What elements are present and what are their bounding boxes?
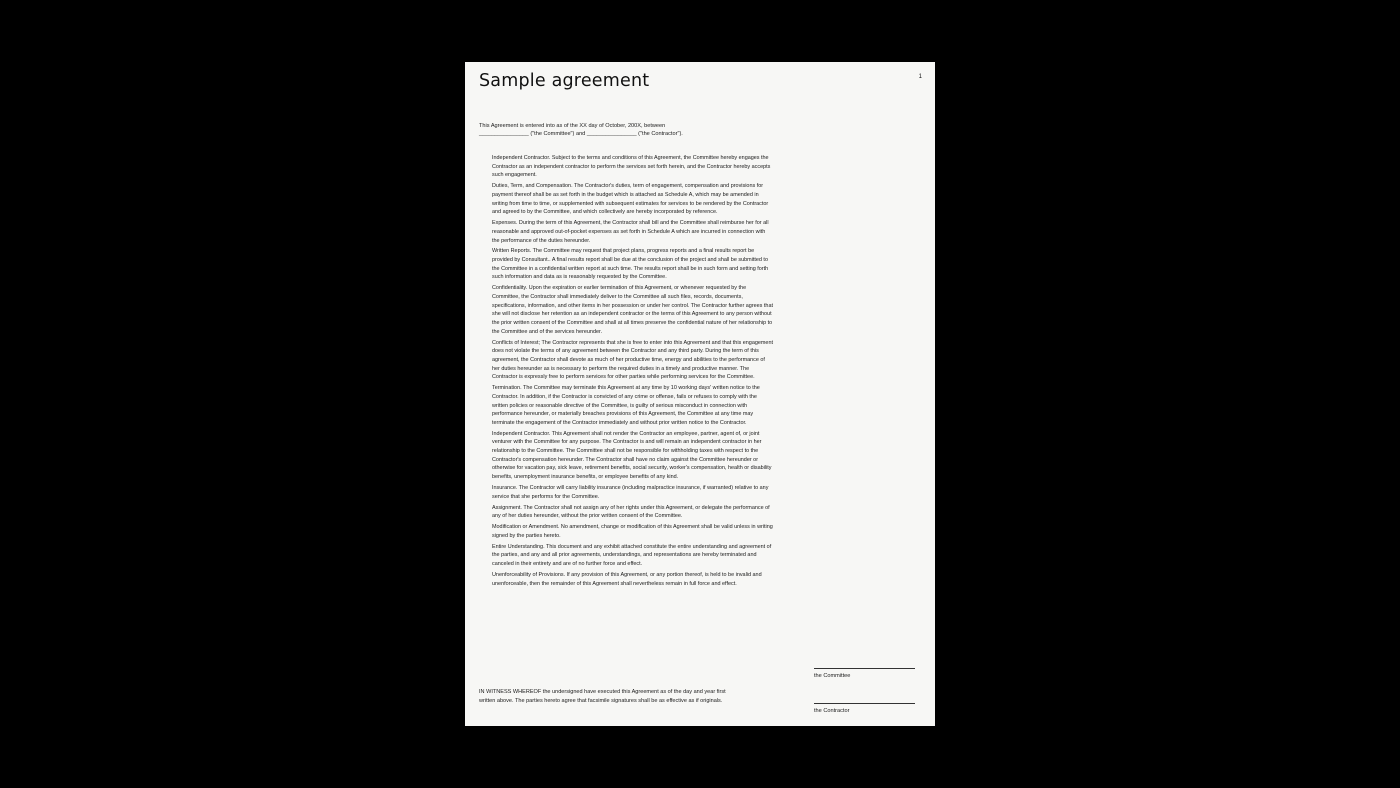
signature-line — [814, 703, 915, 704]
page-title: Sample agreement — [479, 71, 650, 91]
clause-entire-understanding: Entire Understanding. This document and any exhibit attached constitute the entire understanding and agreement of the parties, and any and all prior agreements, understandings, and representations are hereby terminated and canceled in their entirety and are of no further force and effect. — [492, 543, 772, 568]
page-number: 1 — [918, 74, 922, 80]
clause-duties-term-compensation: Duties, Term, and Compensation. The Contractor's duties, term of engagement, compensation and provisions for payment thereof shall be as set forth in the budget which is attached as Schedule A, which may be amended in writing from time to time, or supplemented with subsequent estimates for services to be rendered by the Contractor and agreed to by the Committee, and which collectively are hereby incorporated by reference. — [492, 183, 769, 216]
clause-assignment: Assignment. The Contractor shall not assign any of her rights under this Agreement, or delegate the performance of any of her duties hereunder, without the prior written consent of the Committee. — [492, 504, 770, 520]
witness-statement: IN WITNESS WHEREOF the undersigned have executed this Agreement as of the day and year first written above. The parties hereto agree that facsimile signatures shall be as effective as if originals. — [479, 689, 726, 704]
clause-termination: Termination. The Committee may terminate this Agreement at any time by 10 working days' written notice to the Contractor. In addition, if the Contractor is convicted of any crime or offense, fails or refuses to comply with the written policies or reasonable directive of the Committee, is guilty of serious misconduct in connection with performance hereunder, or materially breaches provisions of this Agreement, the Committee at any time may terminate the engagement of the Contractor immediately and without prior written notice to the Contractor. — [492, 385, 760, 426]
clause-written-reports: Written Reports. The Committee may request that project plans, progress reports and a final results report be provided by Consultant.. A final results report shall be due at the conclusion of the project and shall be submitted to the Committee in a confidential written report at such time. The results report shall be in such form and setting forth such information and data as is reasonably requested by the Committee. — [492, 248, 769, 281]
clause-modification: Modification or Amendment. No amendment, change or modification of this Agreement shall be valid unless in writing signed by the parties hereto. — [492, 524, 773, 539]
clause-independent-contractor-status: Independent Contractor. This Agreement shall not render the Contractor an employee, partner, agent of, or joint venturer with the Committee for any purpose. The Contractor is and will remain an independent contractor in her relationship to the Committee. The Committee shall not be responsible for withholding taxes with respect to the Contractor's compensation hereunder. The Contractor shall have no claim against the Committee hereunder or otherwise for vacation pay, sick leave, retirement benefits, social security, worker's compensation, health or disability benefits, unemployment insurance benefits, or employee benefits of any kind. — [492, 430, 772, 481]
document-page — [465, 62, 935, 726]
intro-line: This Agreement is entered into as of the XX day of October, 200X, between — [479, 123, 666, 129]
intro-line: ________________ ("the Committee") and ________________ ("the Contractor"). — [479, 131, 683, 138]
clause-expenses: Expenses. During the term of this Agreement, the Contractor shall bill and the Committee shall reimburse her for all reasonable and approved out-of-pocket expenses as set forth in Schedule A which are incurred in connection with the performance of the duties hereunder. — [492, 220, 769, 244]
agreement-intro — [479, 122, 779, 139]
signature-label-committee: the Committee — [814, 673, 851, 679]
clause-conflicts-of-interest: Conflicts of Interest; The Contractor represents that she is free to enter into this Agreement and that this engagement does not violate the terms of any agreement between the Contractor and any third party. During the term of this agreement, the Contractor shall devote as much of her productive time, energy and abilities to the performance of her duties hereunder as is necessary to perform the required duties in a timely and productive manner. The Contractor is expressly free to perform services for other parties while performing services for the Committee. — [492, 339, 773, 381]
clause-insurance: Insurance. The Contractor will carry liability insurance (including malpractice insurance, if warranted) relative to any service that she performs for the Committee. — [492, 485, 769, 500]
signature-block-committee — [814, 668, 915, 680]
clause-list — [492, 154, 773, 591]
clause-confidentiality: Confidentiality. Upon the expiration or earlier termination of this Agreement, or whenever requested by the Committee, the Contractor shall immediately deliver to the Committee all such files, records, documents, specifications, information, and other items in her possession or under her control. The Contractor further agrees that she will not disclose her retention as an independent contractor or the terms of this Agreement to any person without the prior written consent of the Committee and shall at all times preserve the confidential nature of her relationship to the Committee and of the services hereunder. — [492, 285, 773, 335]
clause-unenforceability: Unenforceability of Provisions. If any provision of this Agreement, or any portion thereof, is held to be invalid and unenforceable, then the remainder of this Agreement shall nevertheless remain in full force and effect. — [492, 572, 762, 587]
signature-block-contractor — [814, 703, 915, 715]
signature-line — [814, 668, 915, 669]
clause-independent-contractor: Independent Contractor. Subject to the terms and conditions of this Agreement, the Committee hereby engages the Contractor as an independent contractor to perform the services set forth herein, and the Contractor hereby accepts such engagement. — [492, 155, 771, 179]
signature-label-contractor: the Contractor — [814, 708, 850, 714]
